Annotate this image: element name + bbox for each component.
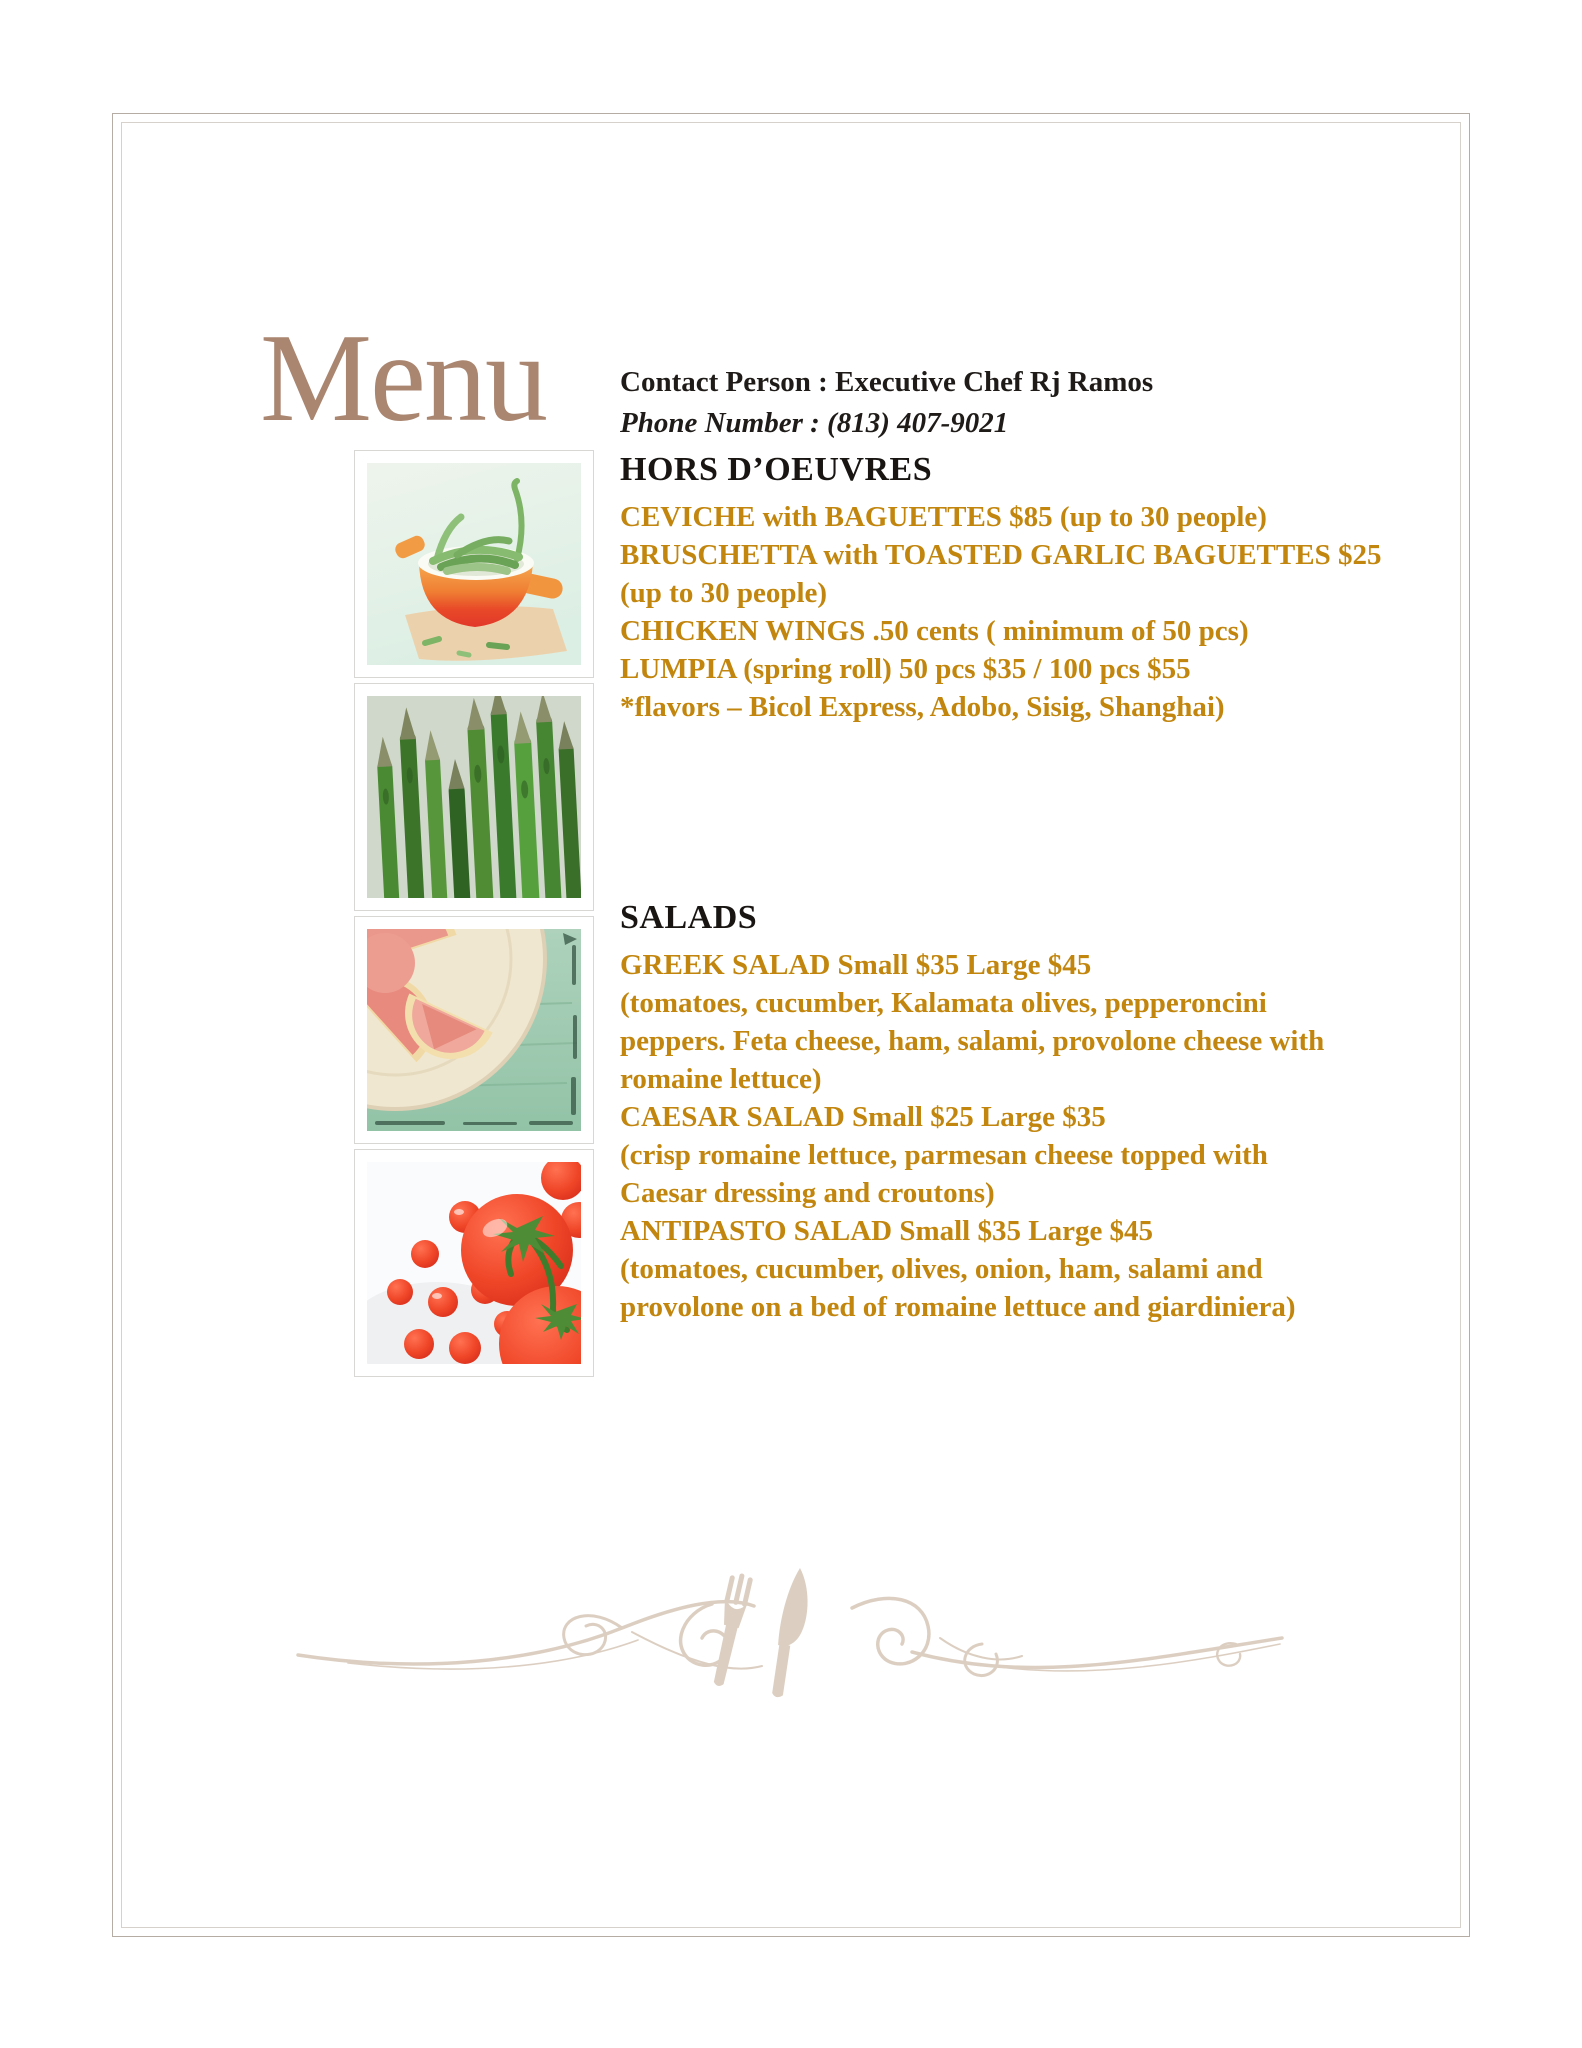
section-heading: SALADS xyxy=(620,899,758,936)
menu-sections xyxy=(620,450,1382,1326)
flourish-divider xyxy=(292,1560,1287,1700)
menu-item-line: LUMPIA (spring roll) 50 pcs $35 / 100 pcs $55 xyxy=(620,653,1191,685)
photo-asparagus xyxy=(354,683,594,911)
photo-column xyxy=(354,450,594,1382)
menu-item-line: *flavors – Bicol Express, Adobo, Sisig, Shanghai) xyxy=(620,691,1225,723)
menu-item-line: CHICKEN WINGS .50 cents ( minimum of 50 pcs) xyxy=(620,615,1249,647)
menu-item-line: Caesar dressing and croutons) xyxy=(620,1177,995,1209)
tomatoes-photo-image xyxy=(367,1162,581,1364)
menu-item-line: romaine lettuce) xyxy=(620,1063,822,1095)
contact-person-line: Contact Person : Executive Chef Rj Ramos xyxy=(620,366,1154,398)
menu-item-line: CEVICHE with BAGUETTES $85 (up to 30 people) xyxy=(620,501,1267,533)
menu-item-line: GREEK SALAD Small $35 Large $45 xyxy=(620,949,1092,981)
menu-item-line: (tomatoes, cucumber, Kalamata olives, pepperoncini xyxy=(620,987,1267,1019)
menu-item-line: BRUSCHETTA with TOASTED GARLIC BAGUETTES $25 xyxy=(620,539,1382,571)
green-beans-photo-image xyxy=(367,463,581,665)
asparagus-photo-image xyxy=(367,696,581,898)
photo-green-beans xyxy=(354,450,594,678)
menu-item-line: provolone on a bed of romaine lettuce and giardiniera) xyxy=(620,1291,1296,1323)
grapefruit-photo-image xyxy=(367,929,581,1131)
fork-knife-flourish-icon xyxy=(292,1560,1287,1700)
menu-item-line: (up to 30 people) xyxy=(620,577,828,609)
menu-item-line: ANTIPASTO SALAD Small $35 Large $45 xyxy=(620,1215,1154,1247)
menu-item-line: (crisp romaine lettuce, parmesan cheese topped with xyxy=(620,1139,1268,1171)
contact-block xyxy=(620,362,1260,444)
page-title: Menu xyxy=(260,309,546,448)
menu-item-line: peppers. Feta cheese, ham, salami, provolone cheese with xyxy=(620,1025,1325,1057)
section-heading: HORS D’OEUVRES xyxy=(620,451,933,488)
menu-item-line: (tomatoes, cucumber, olives, onion, ham, salami and xyxy=(620,1253,1263,1285)
photo-tomatoes xyxy=(354,1149,594,1377)
phone-number-line: Phone Number : (813) 407-9021 xyxy=(620,407,1009,439)
photo-grapefruit xyxy=(354,916,594,1144)
menu-item-line: CAESAR SALAD Small $25 Large $35 xyxy=(620,1101,1106,1133)
